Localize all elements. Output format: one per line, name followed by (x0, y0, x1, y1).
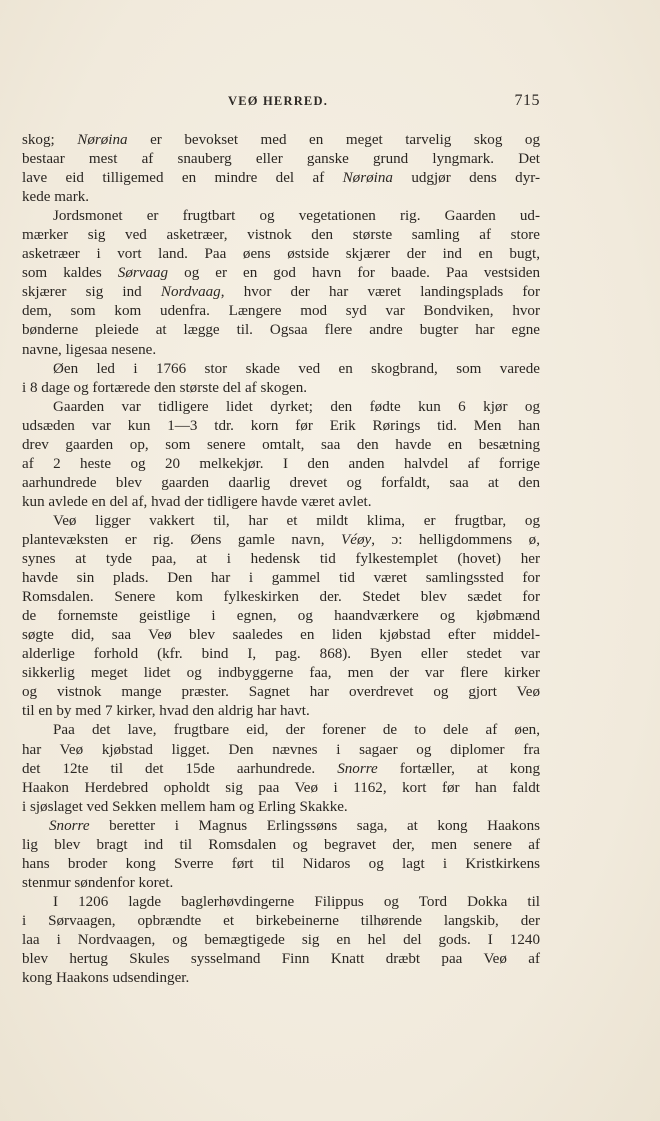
text-line: Haakon Herdebred opholdt sig paa Veø i 1162, kort før han faldt (22, 779, 540, 796)
text-line: de fornemste geistlige i egnen, og haandværkere og kjøbmænd (22, 608, 540, 625)
text-line: synes at tyde paa, at i hedensk tid fylkestemplet (hovet) her (22, 551, 540, 568)
text-line: det 12te til det 15de aarhundrede. Snorre fortæller, at kong (22, 760, 540, 777)
text-line: i 8 dage og fortærede den største del af skogen. (22, 379, 308, 396)
text-line: I 1206 lagde baglerhøvdingerne Filippus og Tord Dokka til (53, 893, 540, 910)
text-line: kede mark. (22, 189, 90, 206)
text-line: Gaarden var tidligere lidet dyrket; den fødte kun 6 kjør og (53, 398, 540, 415)
text-line: af 2 heste og 20 melkekjør. I den anden halvdel af forrige (22, 455, 540, 472)
text-line: asketræer i vort land. Paa øens østside skjærer der ind en bugt, (22, 246, 540, 263)
text-line: og vistnok mange præster. Sagnet har overdrevet og gjort Veø (22, 684, 540, 701)
text-line: sikkerlig meget lidet og indbyggerne faa, men der var flere kirker (22, 665, 540, 682)
text-line: Romsdalen. Senere kom fylkeskirken der. Stedet blev sædet for (22, 589, 540, 606)
text-line: som kaldes Sørvaag og er en god havn for baade. Paa vestsiden (22, 265, 540, 282)
body-text (22, 131, 540, 988)
text-line: lave eid tilligemed en mindre del af Nørøina udgjør dens dyr- (22, 170, 540, 187)
text-line: Veø ligger vakkert til, har et mildt klima, er frugtbar, og (53, 512, 540, 529)
text-line: skjærer sig ind Nordvaag, hvor der har været landingsplads for (22, 284, 540, 301)
text-line: mærker sig ved asketræer, vistnok den største samling af store (22, 227, 540, 244)
text-line: i Sørvaagen, opbrændte et birkebeinerne tilhørende langskib, der (22, 912, 540, 929)
text-line: bønderne pleiede at lægge til. Ogsaa flere andre bugter har egne (22, 322, 540, 339)
text-line: alderlige forhold (kfr. bind I, pag. 868). Byen eller stedet var (22, 646, 540, 663)
page-header (22, 92, 540, 112)
text-line: lig blev bragt ind til Romsdalen og begravet der, men senere af (22, 836, 540, 853)
text-line: kong Haakons udsendinger. (22, 970, 190, 987)
text-line: hans broder kong Sverre ført til Nidaros og lagt i Kristkirkens (22, 855, 540, 872)
text-line: drev gaarden op, som senere omtalt, saa den havde en besætning (22, 436, 540, 453)
text-line: laa i Nordvaagen, og bemægtigede sig en hel del gods. I 1240 (22, 931, 540, 948)
text-line: stenmur søndenfor koret. (22, 874, 174, 891)
text-line: bestaar mest af snauberg eller ganske grund lyngmark. Det (22, 151, 540, 168)
running-title: VEØ HERRED. (228, 94, 329, 108)
text-line: Paa det lave, frugtbare eid, der forener de to dele af øen, (53, 722, 540, 739)
text-line: plantevæksten er rig. Øens gamle navn, Véøy, ɔ: helligdommens ø, (22, 531, 540, 548)
text-line: skog; Nørøina er bevokset med en meget tarvelig skog og (22, 132, 541, 148)
text-line: til en by med 7 kirker, hvad den aldrig har havt. (22, 703, 310, 720)
text-line: Øen led i 1766 stor skade ved en skogbrand, som varede (53, 360, 540, 377)
text-line: havde sin plads. Den har i gammel tid været samlingssted for (22, 570, 540, 587)
text-line: søgte did, saa Veø blev saaledes en liden kjøbstad efter middel- (22, 627, 540, 644)
text-line: kun avlede en del af, hvad der tidligere havde været avlet. (22, 493, 372, 510)
text-line: har Veø kjøbstad ligget. Den nævnes i sagaer og diplomer fra (22, 741, 540, 758)
text-line: i sjøslaget ved Sekken mellem ham og Erling Skakke. (22, 798, 348, 815)
text-line: udsæden var kun 1—3 tdr. korn før Erik Rørings tid. Men han (22, 417, 540, 434)
text-line: blev hertug Skules sysselmand Finn Knatt dræbt paa Veø af (22, 951, 540, 968)
text-line: Snorre beretter i Magnus Erlingssøns saga, at kong Haakons (49, 817, 540, 834)
text-line: dem, som kom udenfra. Længere mod syd var Bondviken, hvor (22, 303, 540, 320)
text-line: navne, ligesaa nesene. (22, 341, 157, 358)
text-line: aarhundrede blev gaarden daarlig drevet og forfaldt, saa at den (22, 474, 540, 491)
text-line: Jordsmonet er frugtbart og vegetationen rig. Gaarden ud- (53, 208, 540, 225)
page-number: 715 (514, 92, 540, 109)
